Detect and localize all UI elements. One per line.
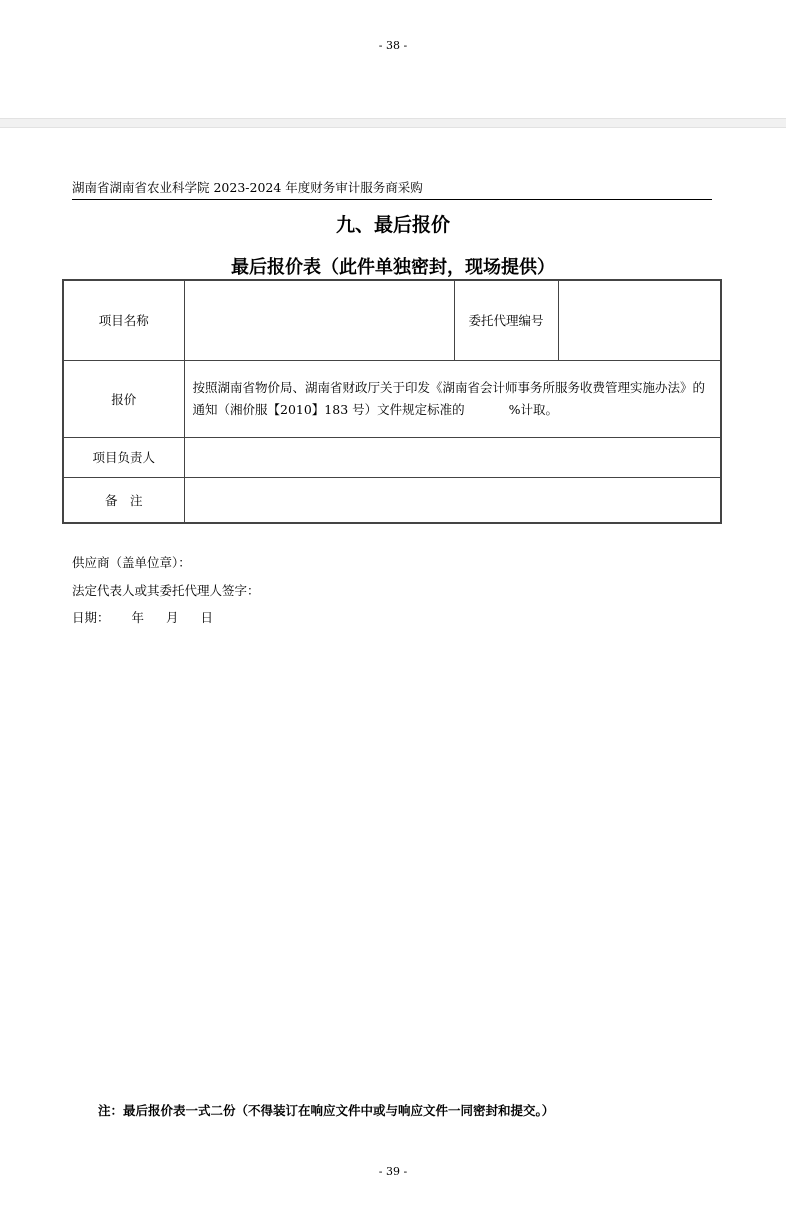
project-name-label: 项目名称 bbox=[63, 280, 184, 360]
price-text-before: 按照湖南省物价局、湖南省财政厅关于印发《湖南省会计师事务所服务收费管理实施办法》的通知（湘价服【2010】183 号）文件规定标准的 bbox=[192, 379, 706, 417]
page-break-divider bbox=[0, 118, 786, 128]
table-title: 最后报价表（此件单独密封，现场提供） bbox=[231, 257, 555, 278]
date-month: 月 bbox=[166, 610, 179, 625]
row-project bbox=[63, 280, 721, 360]
section-title: 九、最后报价 bbox=[335, 214, 450, 236]
supplier-signature-line: 供应商（盖单位章）： bbox=[72, 555, 191, 570]
entrust-no-label: 委托代理编号 bbox=[454, 280, 558, 360]
row-price bbox=[63, 360, 721, 437]
representative-signature-line: 法定代表人或其委托代理人签字： bbox=[72, 583, 260, 598]
remarks-label: 备 注 bbox=[63, 477, 184, 523]
manager-label: 项目负责人 bbox=[63, 437, 184, 477]
entrust-no-value[interactable] bbox=[558, 280, 721, 360]
manager-value[interactable] bbox=[184, 437, 721, 477]
page-number-bottom: - 39 - bbox=[378, 1165, 408, 1178]
final-quote-table bbox=[62, 279, 722, 524]
price-text-after: %计取。 bbox=[508, 401, 559, 417]
page-number-top: - 38 - bbox=[378, 39, 408, 52]
project-name-value[interactable] bbox=[184, 280, 454, 360]
date-day: 日 bbox=[200, 610, 214, 625]
row-remarks bbox=[63, 477, 721, 523]
price-description bbox=[184, 360, 721, 437]
date-line bbox=[72, 608, 213, 626]
row-manager bbox=[63, 437, 721, 477]
footnote: 注：最后报价表一式二份（不得装订在响应文件中或与响应文件一同密封和提交。） bbox=[98, 1103, 555, 1118]
date-label: 日期： bbox=[72, 610, 110, 625]
remarks-value[interactable] bbox=[184, 477, 721, 523]
price-label: 报价 bbox=[63, 360, 184, 437]
date-year: 年 bbox=[131, 610, 145, 625]
running-header: 湖南省湖南省农业科学院 2023-2024 年度财务审计服务商采购 bbox=[72, 178, 712, 200]
